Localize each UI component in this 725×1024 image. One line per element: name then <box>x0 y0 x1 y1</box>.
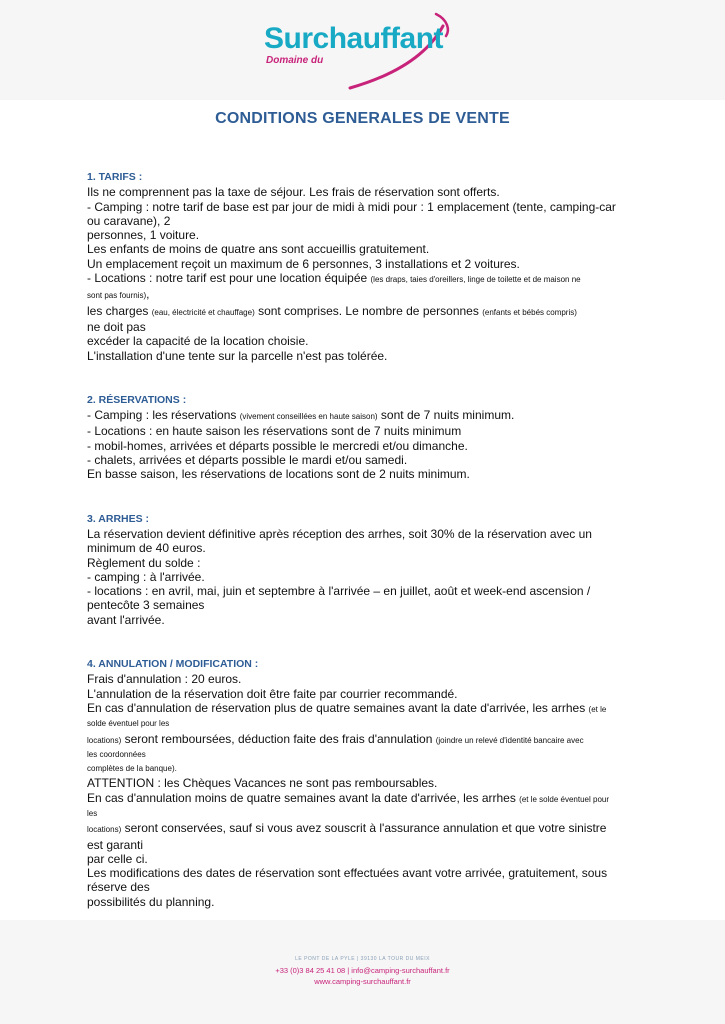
section-heading: 4. ANNULATION / MODIFICATION : <box>87 658 259 671</box>
section-reservations <box>87 393 632 482</box>
text-line: avant l'arrivée. <box>87 612 165 627</box>
small-note: (joindre un relevé d'identité bancaire avec <box>435 735 584 745</box>
section-arrhes <box>87 512 632 627</box>
text-span: seront conservées, sauf si vous avez souscrit à l'assurance annulation et que votre sinistre <box>121 821 607 836</box>
logo-title: Surchauffant <box>264 22 444 55</box>
text-line <box>87 304 632 320</box>
footer-address: LE PONT DE LA PYLE | 39130 LA TOUR DU MEIX <box>295 956 430 962</box>
text-span: sont comprises. Le nombre de personnes <box>254 303 483 318</box>
section-heading: 2. RÉSERVATIONS : <box>87 393 187 406</box>
text-line: Les enfants de moins de quatre ans sont accueillis gratuitement. <box>87 242 430 257</box>
text-span: En cas d'annulation moins de quatre semaines avant la date d'arrivée, les arrhes <box>87 790 520 805</box>
text-line: réserve des <box>87 880 150 895</box>
text-line: personnes, 1 voiture. <box>87 228 200 243</box>
text-line: possibilités du planning. <box>87 894 215 909</box>
text-line: ATTENTION : les Chèques Vacances ne sont pas remboursables. <box>87 776 438 791</box>
brand-logo <box>258 8 458 94</box>
small-note: (et le <box>588 704 607 714</box>
small-note: les <box>87 808 98 818</box>
text-line: - locations : en avril, mai, juin et septembre à l'arrivée – en juillet, août et week-end ascension / <box>87 584 591 599</box>
document-body <box>87 170 632 939</box>
small-note: locations) <box>87 735 122 745</box>
text-line: En basse saison, les réservations de locations sont de 2 nuits minimum. <box>87 467 470 482</box>
small-note: (enfants et bébés compris) <box>482 307 577 317</box>
logo-subtitle: Domaine du <box>266 55 324 66</box>
footer-contact: +33 (0)3 84 25 41 08 | info@camping-surchauffant.fr <box>275 966 450 975</box>
text-span: sont de 7 nuits minimum. <box>377 408 515 423</box>
text-line: Règlement du solde : <box>87 555 201 570</box>
text-line: - Locations : en haute saison les réservations sont de 7 nuits minimum <box>87 424 462 439</box>
section-tarifs <box>87 170 632 363</box>
text-line: - mobil-homes, arrivées et départs possible le mercredi et/ou dimanche. <box>87 438 468 453</box>
text-span: En cas d'annulation de réservation plus de quatre semaines avant la date d'arrivée, les arrhes <box>87 700 589 715</box>
text-line: La réservation devient définitive après réception des arrhes, soit 30% de la réservation avec un <box>87 526 592 541</box>
text-line <box>87 732 632 748</box>
text-span: seront remboursées, déduction faite des frais d'annulation <box>121 731 436 746</box>
small-note: (eau, électricité et chauffage) <box>151 307 255 317</box>
text-line: Frais d'annulation : 20 euros. <box>87 672 242 687</box>
text-span: - Camping : les réservations <box>87 408 240 423</box>
text-line <box>87 791 632 807</box>
text-line: - chalets, arrivées et départs possible le mardi et/ou samedi. <box>87 453 408 468</box>
text-line <box>87 287 632 303</box>
text-line <box>87 271 632 287</box>
small-note: (les draps, taies d'oreillers, linge de toilette et de maison ne <box>370 275 581 285</box>
text-line: est garanti <box>87 837 144 852</box>
text-line: - Camping : notre tarif de base est par jour de midi à midi pour : 1 emplacement (tente, camping-car <box>87 199 616 214</box>
text-line: Les modifications des dates de réservation sont effectuées avant votre arrivée, gratuitement, sous <box>87 866 608 881</box>
text-line: L'annulation de la réservation doit être faite par courrier recommandé. <box>87 686 458 701</box>
text-line: par celle ci. <box>87 851 148 866</box>
text-span: , <box>146 287 150 302</box>
footer-website: www.camping-surchauffant.fr <box>314 977 411 986</box>
small-note: solde éventuel pour les <box>87 719 170 729</box>
text-line: - camping : à l'arrivée. <box>87 569 205 584</box>
text-span: - Locations : notre tarif est pour une location équipée <box>87 271 371 286</box>
small-note: locations) <box>87 825 122 835</box>
section-heading: 3. ARRHES : <box>87 512 150 525</box>
text-line: Un emplacement reçoit un maximum de 6 personnes, 3 installations et 2 voitures. <box>87 256 520 271</box>
text-line: L'installation d'une tente sur la parcelle n'est pas tolérée. <box>87 348 388 363</box>
small-note: (vivement conseillées en haute saison) <box>239 412 378 422</box>
page-header <box>0 0 725 100</box>
small-note: (et le solde éventuel pour <box>519 794 610 804</box>
small-note: complètes de la banque). <box>87 764 177 774</box>
text-line: minimum de 40 euros. <box>87 541 206 556</box>
text-line: excéder la capacité de la location choisie. <box>87 334 309 349</box>
text-line: ne doit pas <box>87 319 146 334</box>
small-note: les coordonnées <box>87 749 146 759</box>
text-line <box>87 408 632 424</box>
text-line: pentecôte 3 semaines <box>87 598 205 613</box>
section-heading: 1. TARIFS : <box>87 171 143 183</box>
section-annulation <box>87 657 632 909</box>
text-line: Ils ne comprennent pas la taxe de séjour. Les frais de réservation sont offerts. <box>87 185 500 200</box>
small-note: sont pas fournis) <box>87 291 147 301</box>
text-line: ou caravane), 2 <box>87 213 171 228</box>
text-span: les charges <box>87 303 152 318</box>
page-footer <box>0 920 725 1024</box>
page-title: CONDITIONS GENERALES DE VENTE <box>215 110 510 127</box>
text-line <box>87 821 632 837</box>
text-line <box>87 701 632 717</box>
